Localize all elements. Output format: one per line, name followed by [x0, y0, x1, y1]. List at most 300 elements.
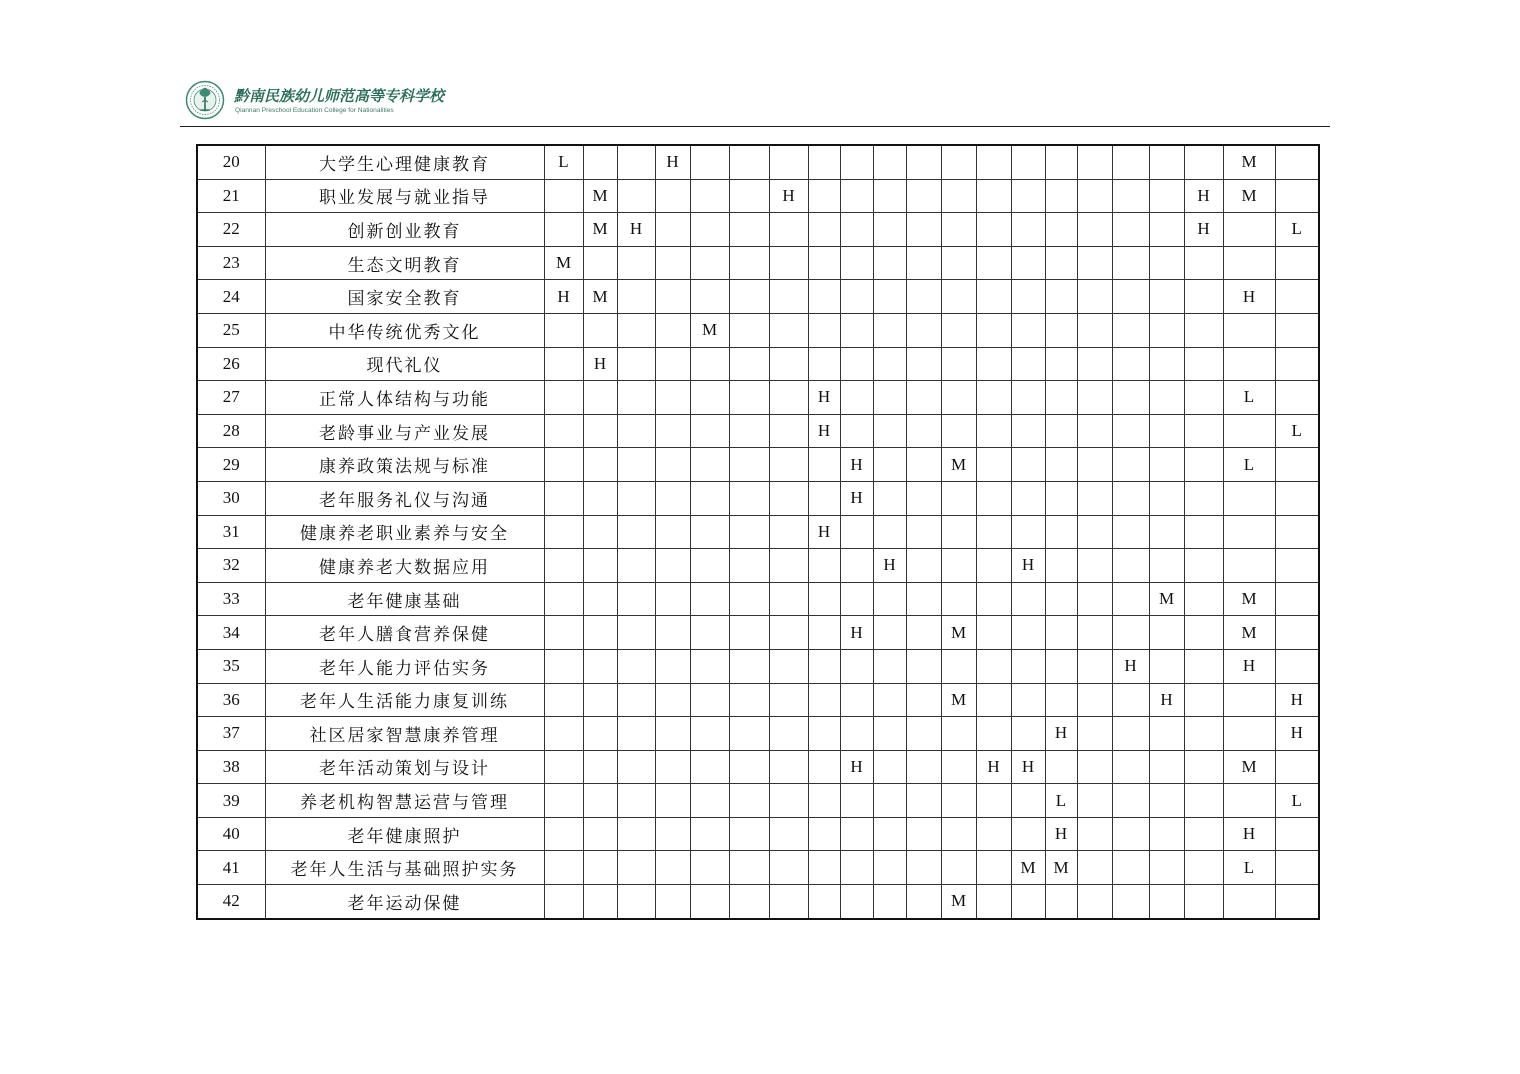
row-number: 23 — [197, 246, 265, 280]
support-level-cell — [690, 784, 729, 818]
support-level-cell: H — [1275, 683, 1319, 717]
support-level-cell — [617, 885, 655, 919]
course-name: 老年运动保健 — [265, 885, 544, 919]
support-level-cell — [690, 246, 729, 280]
support-level-cell: H — [1045, 817, 1077, 851]
support-level-cell — [1045, 515, 1077, 549]
support-level-cell: H — [976, 750, 1011, 784]
row-number: 33 — [197, 582, 265, 616]
support-level-cell — [1184, 750, 1223, 784]
support-level-cell — [617, 683, 655, 717]
support-level-cell — [583, 649, 617, 683]
support-level-cell — [1223, 246, 1275, 280]
support-level-cell — [840, 717, 873, 751]
support-level-cell — [617, 582, 655, 616]
support-level-cell — [906, 381, 941, 415]
support-level-cell — [808, 784, 840, 818]
support-level-cell — [941, 817, 976, 851]
support-level-cell — [808, 549, 840, 583]
support-level-cell — [583, 851, 617, 885]
support-level-cell — [873, 179, 906, 213]
support-level-cell — [583, 885, 617, 919]
support-level-cell — [1077, 717, 1112, 751]
support-level-cell — [729, 313, 769, 347]
support-level-cell — [1149, 481, 1184, 515]
support-level-cell — [808, 851, 840, 885]
support-level-cell — [769, 817, 808, 851]
support-level-cell — [1077, 313, 1112, 347]
support-level-cell — [690, 750, 729, 784]
support-level-cell — [976, 885, 1011, 919]
support-level-cell — [544, 213, 583, 247]
support-level-cell: H — [840, 481, 873, 515]
support-level-cell — [1149, 145, 1184, 179]
support-level-cell: H — [1011, 549, 1045, 583]
support-level-cell — [808, 347, 840, 381]
support-level-cell — [1149, 885, 1184, 919]
support-level-cell — [906, 481, 941, 515]
support-level-cell — [1275, 381, 1319, 415]
support-level-cell — [1045, 649, 1077, 683]
support-level-cell — [617, 817, 655, 851]
support-level-cell — [1112, 582, 1149, 616]
row-number: 40 — [197, 817, 265, 851]
support-level-cell — [1045, 582, 1077, 616]
row-number: 21 — [197, 179, 265, 213]
support-level-cell: H — [617, 213, 655, 247]
support-level-cell: M — [1223, 179, 1275, 213]
course-name: 老年活动策划与设计 — [265, 750, 544, 784]
college-name-en: Qiannan Preschool Education College for Nationalities — [235, 107, 394, 114]
support-level-cell — [1077, 683, 1112, 717]
support-level-cell — [840, 683, 873, 717]
support-level-cell — [655, 448, 690, 482]
support-level-cell — [544, 549, 583, 583]
support-level-cell — [1112, 280, 1149, 314]
support-level-cell: M — [941, 885, 976, 919]
support-level-cell — [1011, 515, 1045, 549]
support-level-cell — [769, 582, 808, 616]
support-level-cell — [840, 784, 873, 818]
support-level-cell — [906, 213, 941, 247]
row-number: 32 — [197, 549, 265, 583]
support-level-cell — [1149, 717, 1184, 751]
support-level-cell — [1184, 145, 1223, 179]
support-level-cell — [976, 414, 1011, 448]
support-level-cell — [873, 750, 906, 784]
support-level-cell — [941, 179, 976, 213]
support-level-cell — [1184, 616, 1223, 650]
support-level-cell — [769, 851, 808, 885]
support-level-cell — [583, 717, 617, 751]
support-level-cell — [729, 179, 769, 213]
support-level-cell — [655, 851, 690, 885]
support-level-cell — [808, 448, 840, 482]
row-number: 29 — [197, 448, 265, 482]
support-level-cell — [1184, 649, 1223, 683]
table-row — [197, 179, 1319, 213]
support-level-cell — [1011, 817, 1045, 851]
support-level-cell: M — [941, 616, 976, 650]
support-level-cell — [906, 817, 941, 851]
support-level-cell — [769, 885, 808, 919]
support-level-cell — [808, 246, 840, 280]
support-level-cell — [1112, 213, 1149, 247]
support-level-cell — [1149, 851, 1184, 885]
support-level-cell — [840, 313, 873, 347]
support-level-cell: M — [1011, 851, 1045, 885]
support-level-cell — [1184, 851, 1223, 885]
support-level-cell — [1077, 750, 1112, 784]
support-level-cell — [544, 616, 583, 650]
support-level-cell — [1275, 347, 1319, 381]
support-level-cell — [1045, 616, 1077, 650]
support-level-cell — [1223, 683, 1275, 717]
support-level-cell — [976, 549, 1011, 583]
support-level-cell — [1223, 515, 1275, 549]
support-level-cell — [769, 448, 808, 482]
support-level-cell — [1011, 280, 1045, 314]
support-level-cell — [690, 649, 729, 683]
support-level-cell — [769, 313, 808, 347]
support-level-cell — [976, 616, 1011, 650]
support-level-cell: L — [1223, 381, 1275, 415]
support-level-cell — [617, 717, 655, 751]
support-level-cell — [729, 750, 769, 784]
support-level-cell — [1011, 616, 1045, 650]
row-number: 24 — [197, 280, 265, 314]
support-level-cell: H — [1112, 649, 1149, 683]
support-level-cell — [769, 616, 808, 650]
course-name: 国家安全教育 — [265, 280, 544, 314]
course-name: 老年人膳食营养保健 — [265, 616, 544, 650]
support-level-cell: M — [1149, 582, 1184, 616]
support-level-cell: H — [840, 616, 873, 650]
support-level-cell — [1011, 649, 1045, 683]
support-level-cell — [769, 481, 808, 515]
support-level-cell — [729, 683, 769, 717]
support-level-cell — [655, 515, 690, 549]
support-level-cell — [976, 515, 1011, 549]
support-level-cell — [544, 784, 583, 818]
support-level-cell — [976, 246, 1011, 280]
support-level-cell — [906, 851, 941, 885]
support-level-cell — [1149, 280, 1184, 314]
support-level-cell — [941, 784, 976, 818]
course-name: 老龄事业与产业发展 — [265, 414, 544, 448]
support-level-cell — [655, 817, 690, 851]
support-level-cell — [906, 280, 941, 314]
support-level-cell — [690, 280, 729, 314]
support-level-cell — [941, 347, 976, 381]
support-level-cell — [690, 549, 729, 583]
support-level-cell — [544, 683, 583, 717]
support-level-cell — [941, 246, 976, 280]
support-level-cell — [906, 246, 941, 280]
support-level-cell — [1112, 784, 1149, 818]
support-level-cell — [808, 280, 840, 314]
support-level-cell — [976, 313, 1011, 347]
support-level-cell — [729, 717, 769, 751]
support-level-cell — [769, 280, 808, 314]
table-row — [197, 717, 1319, 751]
support-level-cell: H — [1011, 750, 1045, 784]
table-row — [197, 280, 1319, 314]
support-level-cell — [873, 649, 906, 683]
support-level-cell — [1045, 750, 1077, 784]
support-level-cell — [840, 280, 873, 314]
support-level-cell — [906, 582, 941, 616]
support-level-cell — [1184, 515, 1223, 549]
support-level-cell — [1045, 885, 1077, 919]
support-level-cell — [544, 515, 583, 549]
support-level-cell — [617, 381, 655, 415]
support-level-cell — [1184, 448, 1223, 482]
support-level-cell — [808, 683, 840, 717]
support-level-cell — [1112, 347, 1149, 381]
support-level-cell: M — [1223, 582, 1275, 616]
table-row — [197, 414, 1319, 448]
support-level-cell — [1011, 246, 1045, 280]
support-level-cell — [1275, 280, 1319, 314]
support-level-cell: L — [1275, 213, 1319, 247]
table-row — [197, 683, 1319, 717]
support-level-cell: H — [1184, 213, 1223, 247]
support-level-cell: H — [840, 750, 873, 784]
support-level-cell — [808, 885, 840, 919]
support-level-cell — [1011, 381, 1045, 415]
support-level-cell — [941, 750, 976, 784]
support-level-cell — [840, 649, 873, 683]
support-level-cell: L — [1223, 448, 1275, 482]
support-level-cell: M — [583, 179, 617, 213]
support-level-cell — [873, 851, 906, 885]
support-level-cell: H — [1223, 280, 1275, 314]
support-level-cell — [1045, 481, 1077, 515]
support-level-cell: H — [808, 381, 840, 415]
support-level-cell: M — [941, 448, 976, 482]
support-level-cell — [906, 616, 941, 650]
college-emblem-icon — [185, 80, 225, 120]
support-level-cell — [840, 145, 873, 179]
support-level-cell — [906, 649, 941, 683]
support-level-cell — [808, 313, 840, 347]
support-level-cell — [1275, 145, 1319, 179]
support-level-cell — [1275, 549, 1319, 583]
support-level-cell — [1112, 549, 1149, 583]
support-level-cell — [1275, 515, 1319, 549]
support-level-cell — [690, 347, 729, 381]
support-level-cell — [617, 515, 655, 549]
support-level-cell — [617, 851, 655, 885]
support-level-cell — [729, 347, 769, 381]
support-level-cell — [655, 717, 690, 751]
support-level-cell — [1275, 246, 1319, 280]
support-level-cell — [729, 582, 769, 616]
support-level-cell — [617, 280, 655, 314]
table-row — [197, 448, 1319, 482]
support-level-cell — [906, 515, 941, 549]
support-level-cell — [873, 280, 906, 314]
support-level-cell — [1077, 381, 1112, 415]
support-level-cell — [1112, 683, 1149, 717]
support-level-cell — [1184, 784, 1223, 818]
row-number: 41 — [197, 851, 265, 885]
support-level-cell — [840, 851, 873, 885]
support-level-cell — [976, 717, 1011, 751]
support-level-cell — [1275, 481, 1319, 515]
support-level-cell — [690, 582, 729, 616]
support-level-cell — [1011, 683, 1045, 717]
support-level-cell — [617, 246, 655, 280]
matrix-body — [197, 145, 1319, 919]
row-number: 27 — [197, 381, 265, 415]
support-level-cell — [655, 683, 690, 717]
support-level-cell — [976, 213, 1011, 247]
support-level-cell — [873, 448, 906, 482]
support-level-cell — [941, 280, 976, 314]
support-level-cell — [976, 784, 1011, 818]
support-level-cell — [1077, 414, 1112, 448]
support-level-cell — [840, 347, 873, 381]
support-level-cell — [690, 515, 729, 549]
support-level-cell — [1045, 179, 1077, 213]
support-level-cell — [769, 347, 808, 381]
course-name: 中华传统优秀文化 — [265, 313, 544, 347]
support-level-cell — [690, 817, 729, 851]
support-level-cell — [1045, 280, 1077, 314]
support-level-cell: H — [655, 145, 690, 179]
row-number: 39 — [197, 784, 265, 818]
support-level-cell — [690, 851, 729, 885]
table-row — [197, 616, 1319, 650]
support-level-cell — [840, 885, 873, 919]
support-level-cell — [544, 851, 583, 885]
support-level-cell — [690, 179, 729, 213]
support-level-cell — [1112, 616, 1149, 650]
course-name: 康养政策法规与标准 — [265, 448, 544, 482]
support-level-cell — [1077, 649, 1112, 683]
support-level-cell: L — [1223, 851, 1275, 885]
support-level-cell — [690, 414, 729, 448]
row-number: 38 — [197, 750, 265, 784]
table-row — [197, 381, 1319, 415]
support-level-cell — [976, 481, 1011, 515]
support-level-cell — [1275, 313, 1319, 347]
support-level-cell — [655, 313, 690, 347]
support-level-cell — [617, 649, 655, 683]
course-name: 养老机构智慧运营与管理 — [265, 784, 544, 818]
support-level-cell — [690, 145, 729, 179]
course-name: 老年健康照护 — [265, 817, 544, 851]
support-level-cell — [873, 481, 906, 515]
support-level-cell — [617, 481, 655, 515]
table-row — [197, 885, 1319, 919]
support-level-cell — [1011, 145, 1045, 179]
support-level-cell — [1184, 347, 1223, 381]
support-level-cell — [655, 549, 690, 583]
support-level-cell — [769, 549, 808, 583]
support-level-cell — [690, 885, 729, 919]
support-level-cell — [1112, 851, 1149, 885]
row-number: 30 — [197, 481, 265, 515]
support-level-cell: H — [544, 280, 583, 314]
course-name: 生态文明教育 — [265, 246, 544, 280]
course-name: 老年人能力评估实务 — [265, 649, 544, 683]
support-level-cell: H — [1149, 683, 1184, 717]
support-level-cell — [1112, 381, 1149, 415]
support-level-cell — [906, 414, 941, 448]
support-level-cell — [583, 381, 617, 415]
support-level-cell: M — [583, 280, 617, 314]
support-level-cell — [617, 784, 655, 818]
support-level-cell — [583, 549, 617, 583]
support-level-cell — [544, 582, 583, 616]
course-name: 老年服务礼仪与沟通 — [265, 481, 544, 515]
support-level-cell — [1149, 381, 1184, 415]
support-level-cell — [976, 649, 1011, 683]
support-level-cell — [769, 750, 808, 784]
support-level-cell — [690, 381, 729, 415]
table-row — [197, 649, 1319, 683]
support-level-cell — [873, 381, 906, 415]
support-level-cell — [1112, 448, 1149, 482]
support-level-cell — [1275, 582, 1319, 616]
support-level-cell — [1011, 213, 1045, 247]
support-level-cell — [873, 313, 906, 347]
support-level-cell — [1184, 481, 1223, 515]
support-level-cell — [941, 717, 976, 751]
support-level-cell — [729, 817, 769, 851]
support-level-cell — [840, 817, 873, 851]
row-number: 28 — [197, 414, 265, 448]
support-level-cell — [617, 448, 655, 482]
support-level-cell — [1149, 414, 1184, 448]
support-level-cell — [906, 683, 941, 717]
support-level-cell — [976, 381, 1011, 415]
support-level-cell — [976, 817, 1011, 851]
support-level-cell — [544, 717, 583, 751]
support-level-cell — [769, 414, 808, 448]
support-level-cell — [1149, 549, 1184, 583]
support-level-cell — [655, 246, 690, 280]
support-level-cell — [1149, 649, 1184, 683]
support-level-cell — [729, 885, 769, 919]
support-level-cell — [690, 683, 729, 717]
support-level-cell — [976, 582, 1011, 616]
support-level-cell — [690, 616, 729, 650]
support-level-cell — [1045, 448, 1077, 482]
support-level-cell — [729, 414, 769, 448]
support-level-cell — [941, 145, 976, 179]
support-level-cell — [655, 582, 690, 616]
support-level-cell — [544, 381, 583, 415]
support-level-cell — [808, 145, 840, 179]
support-level-cell — [729, 145, 769, 179]
support-level-cell — [1011, 582, 1045, 616]
support-level-cell — [873, 414, 906, 448]
support-level-cell — [941, 582, 976, 616]
support-level-cell — [1045, 246, 1077, 280]
support-level-cell — [873, 582, 906, 616]
support-level-cell — [906, 549, 941, 583]
support-level-cell — [729, 549, 769, 583]
support-level-cell — [808, 616, 840, 650]
support-level-cell — [1275, 649, 1319, 683]
support-level-cell — [583, 817, 617, 851]
support-level-cell — [1112, 145, 1149, 179]
row-number: 34 — [197, 616, 265, 650]
